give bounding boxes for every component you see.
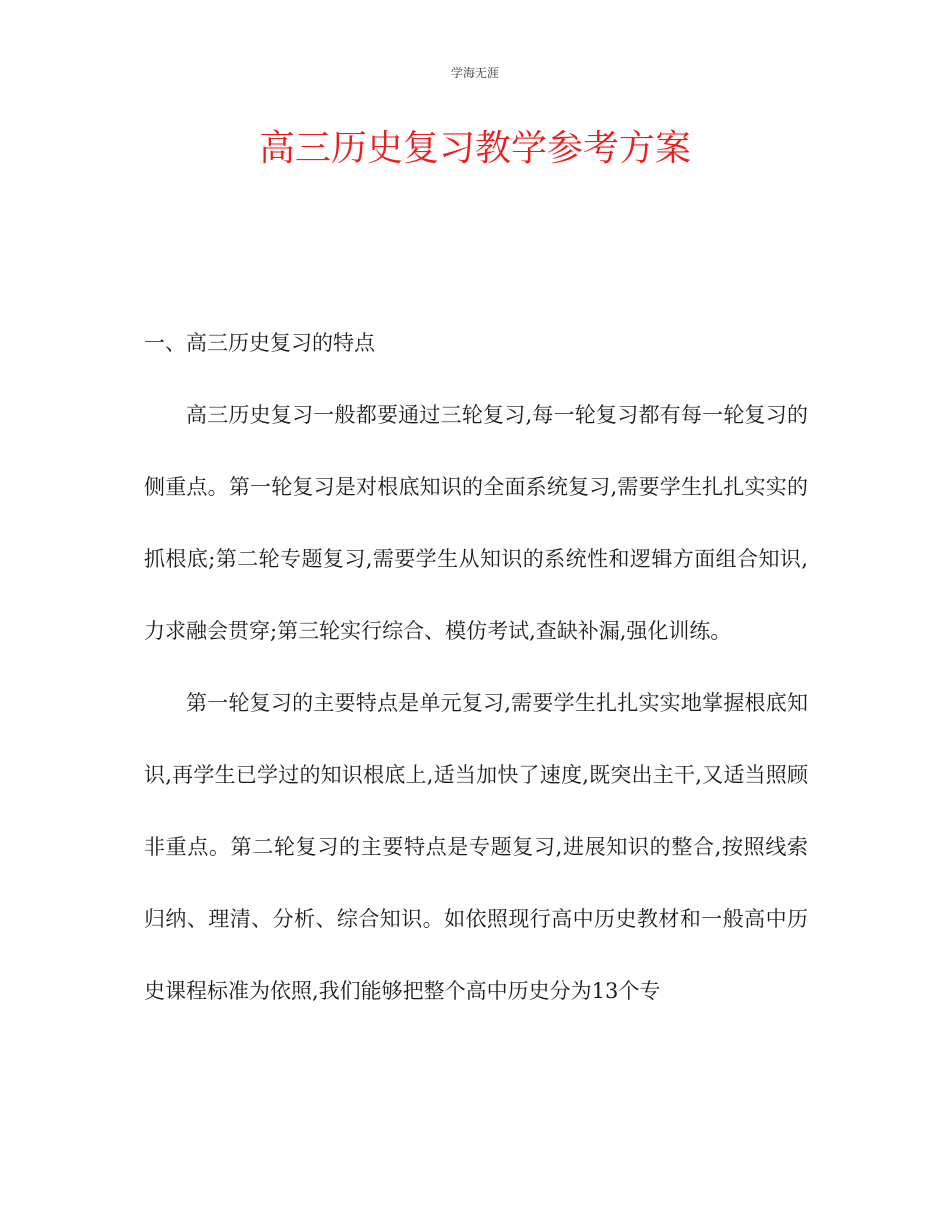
paragraph: 高三历史复习一般都要通过三轮复习,每一轮复习都有每一轮复习的侧重点。第一轮复习是对根底知识的全面系统复习,需要学生扎扎实实的抓根底;第二轮专题复习,需要学生从知识的系统性和逻辑方面组合知识,力求融会贯穿;第三轮实行综合、模仿考试,查缺补漏,强化训练。 <box>144 403 808 643</box>
page-header: 学海无涯 <box>450 66 499 80</box>
document-title: 高三历史复习教学参考方案 <box>258 128 691 169</box>
document-body <box>144 307 808 1027</box>
paragraph: 第一轮复习的主要特点是单元复习,需要学生扎扎实实地掌握根底知识,再学生已学过的知识根底上,适当加快了速度,既突出主干,又适当照顾非重点。第二轮复习的主要特点是专题复习,进展知识的整合,按照线索归纳、理清、分析、综合知识。如依照现行高中历史教材和一般高中历史课程标准为依照,我们能够把整个高中历史分为13个专 <box>144 691 808 1003</box>
section-heading: 一、高三历史复习的特点 <box>144 331 375 355</box>
